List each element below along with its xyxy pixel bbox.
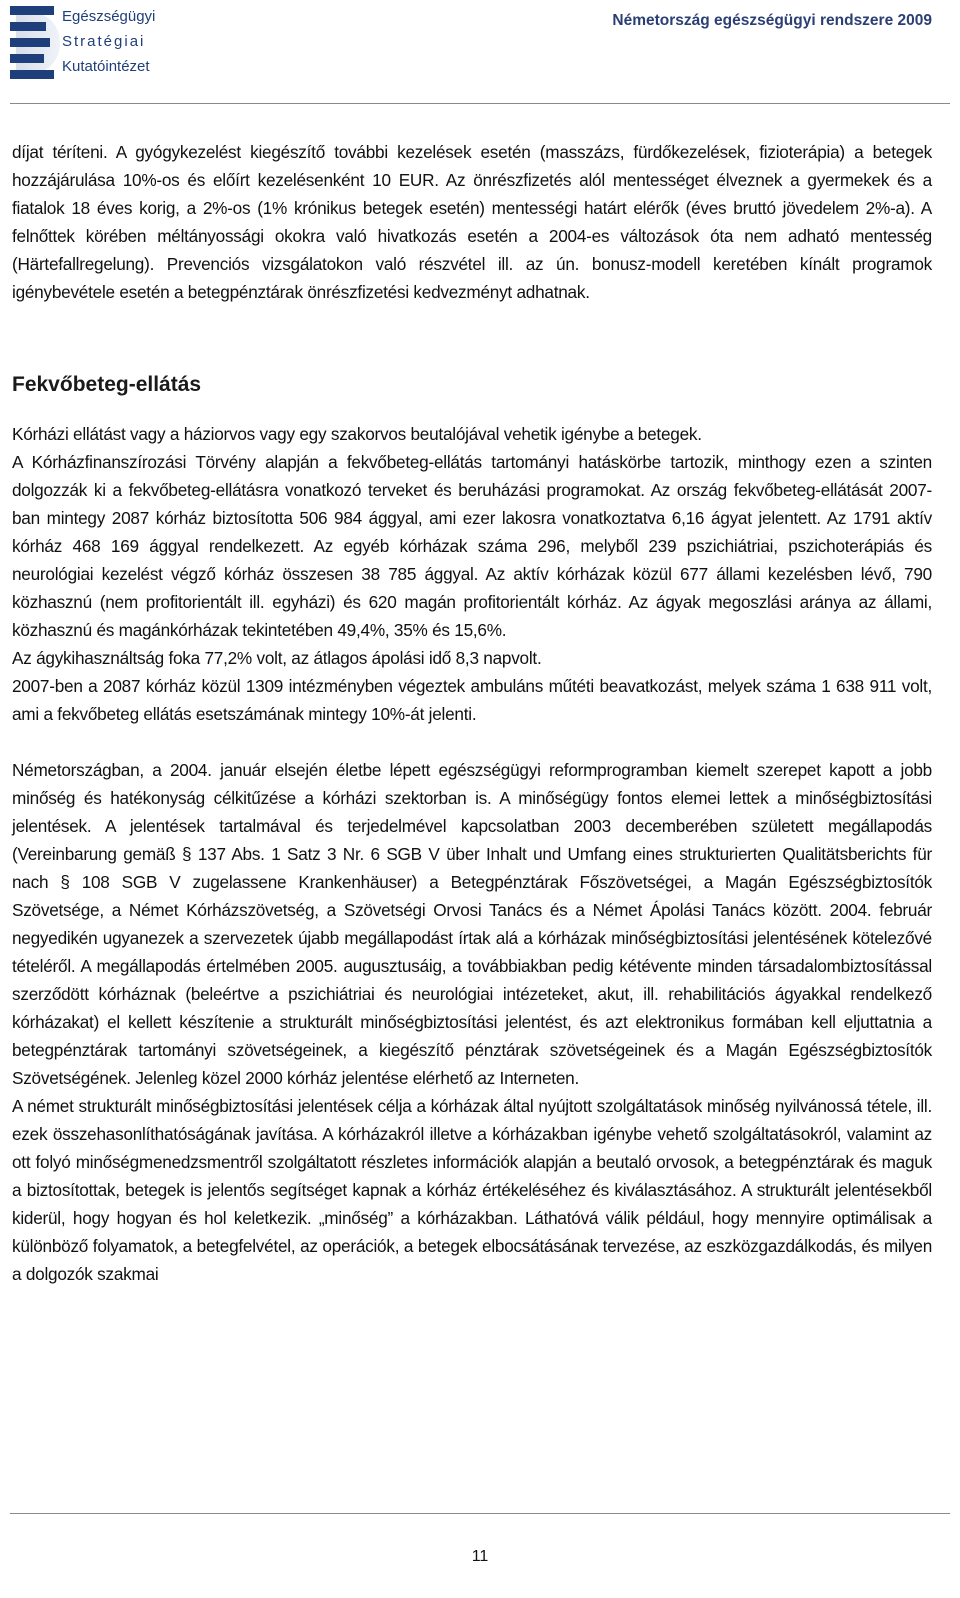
paragraph-ambulatory-surgery: 2007-ben a 2087 kórház közül 1309 intézményben végeztek ambuláns műtéti beavatkozást, melyek száma 1 638 911 volt, ami a fekvőbeteg ellátás esetszámának mintegy 10%-át jelenti. <box>12 676 932 724</box>
logo-line-2: Stratégiai <box>62 33 146 50</box>
paragraph-copayment: díjat téríteni. A gyógykezelést kiegészítő további kezelések esetén (masszázs, fürdőkezelések, fizioterápia) a betegek hozzájárulása 10%-os és előírt kezelésenként 10 EUR. Az önrészfizetés alól mentességet élveznek a gyermekek és a fiatalok 18 éves korig, a 2%-os (1% krónikus betegek esetén) mentességi határt elérők (éves bruttó jövedelem 2%-a). A felnőttek körében méltányossági okokra való hivatkozás esetén a 2004-es változások óta nem adható mentesség (Härtefallregelung). Prevenciós vizsgálatokon való részvétel ill. az ún. bonusz-modell keretében kínált programok igénybevétele esetén a betegpénztárak önrészfizetési kedvezményt adhatnak. <box>12 142 932 302</box>
paragraph-bed-occupancy: Az ágykihasználtság foka 77,2% volt, az átlagos ápolási idő 8,3 napvolt. <box>12 648 542 668</box>
paragraph-referral: Kórházi ellátást vagy a háziorvos vagy egy szakorvos beutalójával vehetik igénybe a betegek. <box>12 424 702 444</box>
paragraph-quality-reports: A német strukturált minőségbiztosítási jelentések célja a kórházak által nyújtott szolgáltatások minőség nyilvánossá tétele, ill. ezek összehasonlíthatóságának javítása. A kórházakról illetve a kórházakban igénybe vehető szolgáltatásokról, valamint az ott folyó minőségmenedzsmentről szolgáltatott részletes információk alapján a beutaló orvosok, a betegpénztárak és maguk a biztosítottak, betegek is jelentős segítséget kapnak a kórház értékeléséhez és kiválasztásához. A strukturált jelentésekből kiderül, hogy hogyan és hol keletkezik. „minőség” a kórházakban. Láthatóvá válik például, hogy mennyire optimálisak a különböző folyamatok, a betegfelvétel, az operációk, a betegek elbocsátásának tervezése, az eszközgazdálkodás, és milyen a dolgozók szakmai <box>12 1096 932 1284</box>
header-divider <box>10 103 950 104</box>
logo-mark <box>10 4 62 80</box>
paragraph-hospital-financing: A Kórházfinanszírozási Törvény alapján a fekvőbeteg-ellátás tartományi hatáskörbe tartozik, minthogy ezen a szinten dolgozzák ki a fekvőbeteg-ellátásra vonatkozó terveket és beruházási programokat. Az ország fekvőbeteg-ellátását 2007-ban mintegy 2087 kórház biztosította 506 984 ággyal, ami ezer lakosra vonatkoztatva 6,16 ágyat jelentett. Az 1791 aktív kórház 468 169 ággyal rendelkezett. Az egyéb kórházak száma 296, melyből 239 pszichiátriai, pszichoterápiás és neurológiai kezelést végző kórház összesen 38 785 ággyal. Az aktív kórházak közül 677 állami kezelésben lévő, 790 közhasznú (nem profitorientált ill. egyházi) és 620 magán profitorientált kórház. Az ágyak megoszlási aránya az állami, közhasznú és magánkórházak tekintetében 49,4%, 35% és 15,6%. <box>12 452 932 640</box>
section-heading-inpatient-care: Fekvőbeteg-ellátás <box>12 373 202 396</box>
paragraph-quality-reform: Németországban, a 2004. január elsején életbe lépett egészségügyi reformprogramban kiemelt szerepet kapott a jobb minőség és hatékonyság célkitűzése a kórházi szektorban is. A minőségügy fontos elemei lettek a minőségbiztosítási jelentések. A jelentések tartalmával és terjedelmével kapcsolatban 2003 decemberében született megállapodás (Vereinbarung gemäß § 137 Abs. 1 Satz 3 Nr. 6 SGB V über Inhalt und Umfang eines strukturierten Qualitätsberichts für nach § 108 SGB V zugelassene Krankenhäuser) a Betegpénztárak Főszövetségei, a Magán Egészségbiztosítók Szövetsége, a Német Kórházszövetség, a Szövetségi Orvosi Tanács és a Német Ápolási Tanács között. 2004. február negyedikén ugyanezek a szervezetek újabb megállapodást írtak alá a kórházak minőségbiztosítási jelentésének kötelezővé tételéről. A megállapodás értelmében 2005. augusztusáig, a továbbiakban pedig kétévente minden társadalombiztosítással szerződött kórháznak (beleértve a pszichiátriai és neurológiai intézeteket, akut, ill. rehabilitációs ágyakkal rendelkező kórházakat) el kellett készítenie a strukturált minőségbiztosítási jelentést, és azt elektronikus formában kell eljuttatnia a betegpénztárak tartományi szövetségeinek, a kiegészítő pénztárak szövetségeinek és a Magán Egészségbiztosítók Szövetségének. Jelenleg közel 2000 kórház jelentése elérhető az Interneten. <box>12 760 932 1088</box>
footer-divider <box>10 1513 950 1514</box>
logo-text <box>62 4 155 79</box>
page-content <box>12 138 932 1288</box>
page-number: 11 <box>471 1548 489 1565</box>
logo-line-1: Egészségügyi <box>62 8 156 25</box>
logo-line-3: Kutatóintézet <box>62 58 150 75</box>
page-header <box>0 0 960 108</box>
document-title: Németország egészségügyi rendszere 2009 <box>612 12 932 29</box>
institute-logo <box>10 4 170 84</box>
